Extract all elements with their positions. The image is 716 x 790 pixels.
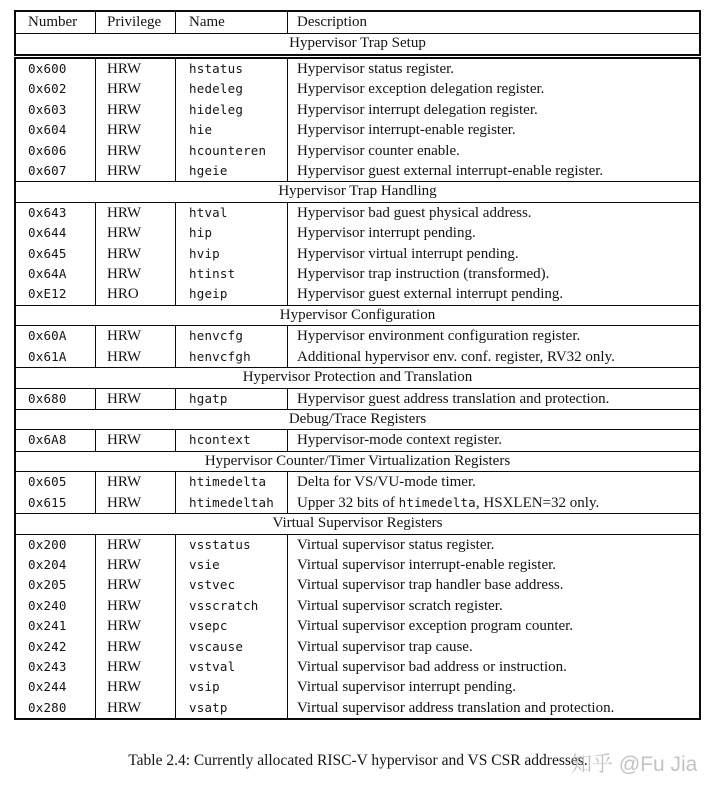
section-title-row: Hypervisor Counter/Timer Virtualization Registers [16, 451, 699, 473]
column-header-privilege: Privilege [96, 12, 176, 33]
csr-number-cell: 0x243 [16, 657, 96, 677]
csr-description-cell: Hypervisor guest address translation and protection. [297, 390, 610, 407]
csr-privilege-cell: HRW [96, 244, 176, 264]
csr-privilege-cell: HRW [96, 637, 176, 657]
csr-number-cell: 0x205 [16, 575, 96, 595]
csr-number-cell: 0x615 [16, 493, 96, 513]
csr-privilege-cell: HRW [96, 555, 176, 575]
column-header-row [16, 12, 699, 33]
table-row [16, 596, 699, 616]
csr-description-cell: Virtual supervisor bad address or instruction. [297, 658, 567, 675]
csr-number-cell: 0x204 [16, 555, 96, 575]
watermark: 知乎 @Fu Jia [571, 753, 698, 776]
table-row [16, 430, 699, 450]
csr-privilege-cell: HRW [96, 100, 176, 120]
csr-description-cell: Virtual supervisor trap handler base address. [297, 577, 564, 594]
csr-name-cell: hstatus [176, 59, 288, 79]
csr-privilege-cell: HRW [96, 677, 176, 697]
csr-name-cell: hgeip [176, 284, 288, 304]
table-row [16, 223, 699, 243]
csr-description-cell: Virtual supervisor scratch register. [297, 597, 503, 614]
csr-privilege-cell: HRW [96, 493, 176, 513]
csr-privilege-cell: HRW [96, 326, 176, 346]
csr-name-cell: vstval [176, 657, 288, 677]
csr-number-cell: 0x643 [16, 203, 96, 223]
csr-privilege-cell: HRW [96, 535, 176, 555]
table-row [16, 389, 699, 409]
table-row [16, 120, 699, 140]
csr-name-cell: hedeleg [176, 79, 288, 99]
table-row [16, 161, 699, 181]
section-title-row: Debug/Trace Registers [16, 409, 699, 431]
csr-privilege-cell: HRW [96, 59, 176, 79]
table-row [16, 100, 699, 120]
csr-privilege-cell: HRW [96, 389, 176, 409]
table-row [16, 616, 699, 636]
csr-description-cell: Hypervisor interrupt delegation register. [297, 101, 538, 118]
csr-name-cell: vstvec [176, 575, 288, 595]
description-text: Upper 32 bits of [297, 494, 399, 511]
csr-number-cell: 0x64A [16, 264, 96, 284]
csr-description-cell [288, 493, 699, 513]
inline-register-name: htimedelta [398, 494, 476, 510]
csr-name-cell: hideleg [176, 100, 288, 120]
csr-number-cell: 0x603 [16, 100, 96, 120]
csr-number-cell: 0x280 [16, 698, 96, 718]
csr-name-cell: hcounteren [176, 141, 288, 161]
csr-description-cell: Additional hypervisor env. conf. register, RV32 only. [297, 348, 615, 365]
csr-name-cell: hie [176, 120, 288, 140]
description-text: , HSXLEN=32 only. [475, 494, 600, 511]
csr-description-cell: Hypervisor-mode context register. [297, 432, 503, 449]
csr-number-cell: 0x6A8 [16, 430, 96, 450]
csr-description-cell: Hypervisor bad guest physical address. [297, 204, 532, 221]
csr-description-cell: Virtual supervisor interrupt pending. [297, 679, 517, 696]
section-title-row: Virtual Supervisor Registers [16, 513, 699, 535]
table-caption: Table 2.4: Currently allocated RISC-V hypervisor and VS CSR addresses. [128, 752, 588, 769]
csr-name-cell: vscause [176, 637, 288, 657]
table-row [16, 203, 699, 223]
csr-description-cell: Virtual supervisor exception program counter. [297, 618, 574, 635]
csr-description-cell: Virtual supervisor status register. [297, 536, 495, 553]
column-header-name: Name [176, 12, 288, 33]
table-row [16, 326, 699, 346]
csr-number-cell: 0x602 [16, 79, 96, 99]
table-row [16, 493, 699, 513]
table-row [16, 575, 699, 595]
csr-description-cell: Hypervisor interrupt-enable register. [297, 122, 516, 139]
table-row [16, 347, 699, 367]
csr-description-cell: Hypervisor virtual interrupt pending. [297, 245, 519, 262]
csr-name-cell: hcontext [176, 430, 288, 450]
csr-number-cell: 0x244 [16, 677, 96, 697]
csr-privilege-cell: HRW [96, 430, 176, 450]
csr-privilege-cell: HRW [96, 657, 176, 677]
table-row [16, 244, 699, 264]
csr-description-cell: Hypervisor status register. [297, 61, 455, 77]
csr-name-cell: vsstatus [176, 535, 288, 555]
csr-number-cell: 0x607 [16, 161, 96, 181]
csr-name-cell: hvip [176, 244, 288, 264]
csr-number-cell: 0x600 [16, 59, 96, 79]
csr-privilege-cell: HRW [96, 223, 176, 243]
csr-description-cell: Virtual supervisor trap cause. [297, 638, 473, 655]
csr-description-cell: Hypervisor trap instruction (transformed). [297, 266, 550, 283]
csr-name-cell: vsepc [176, 616, 288, 636]
csr-description-cell: Virtual supervisor interrupt-enable register. [297, 557, 557, 574]
csr-name-cell: vsatp [176, 698, 288, 718]
table-row [16, 264, 699, 284]
csr-description-cell: Delta for VS/VU-mode timer. [297, 474, 476, 491]
csr-number-cell: 0xE12 [16, 284, 96, 304]
table-row [16, 555, 699, 575]
section-title-row: Hypervisor Protection and Translation [16, 367, 699, 389]
csr-privilege-cell: HRW [96, 575, 176, 595]
section-row-group [16, 59, 699, 181]
table-row [16, 79, 699, 99]
csr-number-cell: 0x680 [16, 389, 96, 409]
csr-number-cell: 0x605 [16, 472, 96, 492]
table-row [16, 698, 699, 718]
csr-privilege-cell: HRW [96, 264, 176, 284]
csr-description-cell: Hypervisor guest external interrupt pending. [297, 286, 564, 303]
csr-table-body-block [14, 57, 701, 720]
csr-number-cell: 0x200 [16, 535, 96, 555]
csr-number-cell: 0x604 [16, 120, 96, 140]
table-row [16, 472, 699, 492]
table-row [16, 59, 699, 79]
csr-privilege-cell: HRO [96, 284, 176, 304]
csr-privilege-cell: HRW [96, 79, 176, 99]
section-row-group [16, 326, 699, 367]
csr-privilege-cell: HRW [96, 141, 176, 161]
column-header-description: Description [297, 14, 367, 30]
table-row [16, 141, 699, 161]
csr-description-cell: Hypervisor guest external interrupt-enable register. [297, 162, 604, 179]
csr-number-cell: 0x241 [16, 616, 96, 636]
csr-privilege-cell: HRW [96, 203, 176, 223]
section-title-row: Hypervisor Configuration [16, 305, 699, 327]
csr-privilege-cell: HRW [96, 616, 176, 636]
csr-name-cell: hip [176, 223, 288, 243]
csr-privilege-cell: HRW [96, 347, 176, 367]
section-title-hypervisor-trap-setup: Hypervisor Trap Setup [16, 33, 699, 54]
csr-name-cell: henvcfg [176, 326, 288, 346]
csr-name-cell: vsie [176, 555, 288, 575]
section-row-group [16, 389, 699, 409]
csr-privilege-cell: HRW [96, 596, 176, 616]
csr-name-cell: hgatp [176, 389, 288, 409]
csr-number-cell: 0x644 [16, 223, 96, 243]
section-title-row: Hypervisor Trap Handling [16, 181, 699, 203]
csr-description-cell: Hypervisor interrupt pending. [297, 225, 476, 242]
csr-privilege-cell: HRW [96, 472, 176, 492]
column-header-number: Number [16, 12, 96, 33]
csr-number-cell: 0x240 [16, 596, 96, 616]
table-row [16, 677, 699, 697]
section-row-group [16, 203, 699, 305]
table-row [16, 657, 699, 677]
section-row-group [16, 535, 699, 719]
csr-description-cell: Hypervisor counter enable. [297, 142, 460, 159]
csr-number-cell: 0x60A [16, 326, 96, 346]
csr-number-cell: 0x606 [16, 141, 96, 161]
csr-name-cell: henvcfgh [176, 347, 288, 367]
csr-privilege-cell: HRW [96, 698, 176, 718]
csr-name-cell: vsscratch [176, 596, 288, 616]
section-row-group [16, 430, 699, 450]
csr-name-cell: htinst [176, 264, 288, 284]
csr-name-cell: hgeie [176, 161, 288, 181]
csr-table-header-block [14, 10, 701, 56]
csr-name-cell: vsip [176, 677, 288, 697]
section-row-group [16, 472, 699, 513]
csr-name-cell: htimedelta [176, 472, 288, 492]
csr-name-cell: htval [176, 203, 288, 223]
csr-name-cell: htimedeltah [176, 493, 288, 513]
csr-description-cell: Hypervisor exception delegation register. [297, 81, 545, 98]
csr-number-cell: 0x242 [16, 637, 96, 657]
table-row [16, 284, 699, 304]
csr-privilege-cell: HRW [96, 120, 176, 140]
table-row [16, 637, 699, 657]
csr-privilege-cell: HRW [96, 161, 176, 181]
csr-description-cell: Hypervisor environment configuration register. [297, 328, 581, 345]
csr-number-cell: 0x645 [16, 244, 96, 264]
table-row [16, 535, 699, 555]
csr-description-cell: Virtual supervisor address translation and protection. [297, 699, 615, 716]
csr-number-cell: 0x61A [16, 347, 96, 367]
